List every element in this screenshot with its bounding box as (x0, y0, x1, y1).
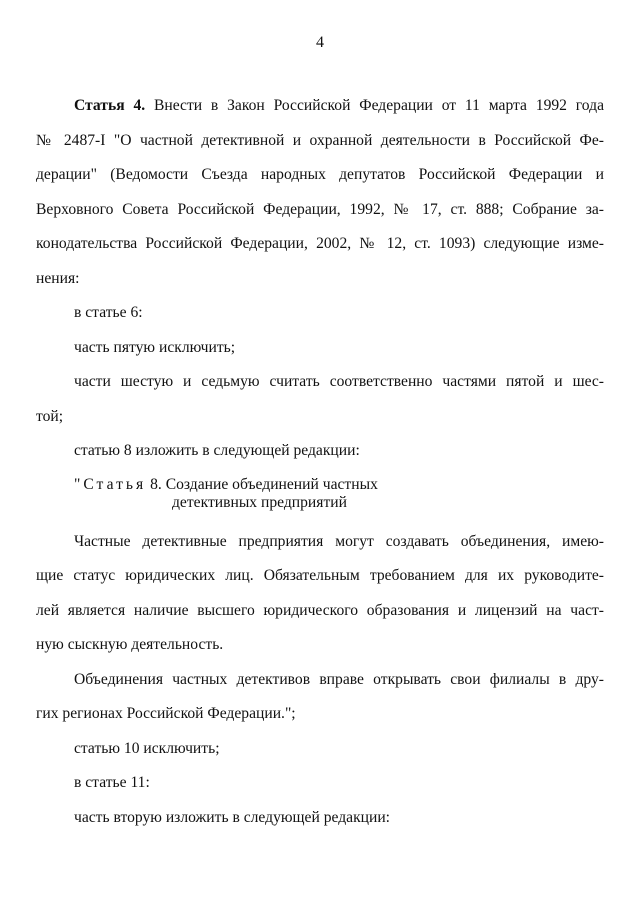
parts-renumber-line-2: той; (36, 407, 64, 425)
article-4-line-2: № 2487-I "О частной детективной и охранной деятельности в Российской Фе- (36, 131, 604, 149)
new-article-title-line-1: Создание объединений частных (165, 475, 378, 493)
article-10-exclude: статью 10 исключить; (74, 739, 220, 757)
article-11-intro: в статье 11: (74, 774, 150, 791)
part-5-exclude: часть пятую исключить; (74, 338, 236, 356)
new-article-title-line-2: детективных предприятий (172, 493, 347, 511)
new-article-para1-line-4: ную сыскную деятельность. (36, 636, 224, 653)
article-4-line-4: Верховного Совета Российской Федерации, 1992, № 17, ст. 888; Собрание за- (36, 200, 604, 218)
part-2-intro: часть вторую изложить в следующей редакции: (74, 808, 391, 826)
new-article-para1-line-1: Частные детективные предприятия могут создавать объединения, имею- (74, 532, 604, 550)
new-article-para2-line-1: Объединения частных детективов вправе открывать свои филиалы в дру- (74, 670, 604, 688)
new-article-number: 8. (150, 475, 162, 493)
article-8-intro: статью 8 изложить в следующей редакции: (74, 442, 360, 459)
article-4-line-5: конодательства Российской Федерации, 2002, № 12, ст. 1093) следующие изме- (36, 235, 604, 252)
new-article-para2-line-2: гих регионах Российской Федерации."; (36, 705, 296, 722)
parts-renumber-line-1: части шестую и седьмую считать соответственно частями пятой и шес- (74, 373, 604, 390)
article-4-line-1 (36, 96, 604, 116)
document-body (36, 96, 604, 842)
article-4-line-6: нения: (36, 269, 80, 287)
page-number: 4 (316, 34, 324, 51)
new-article-prefix: "Статья (74, 475, 147, 493)
article-4-label: Статья 4. (74, 97, 146, 114)
new-article-para1-line-3: лей является наличие высшего юридического образования и лицензий на част- (36, 601, 604, 619)
article-4-line-3: дерации" (Ведомости Съезда народных депутатов Российской Федерации и (36, 166, 604, 183)
new-article-para1-line-2: щие статус юридических лиц. Обязательным требованием для их руководите- (36, 567, 604, 584)
new-article-8-heading (36, 476, 604, 532)
article-4-text-1: Внести в Закон Российской Федерации от 11 марта 1992 года (153, 97, 604, 114)
article-6-intro: в статье 6: (74, 304, 143, 321)
